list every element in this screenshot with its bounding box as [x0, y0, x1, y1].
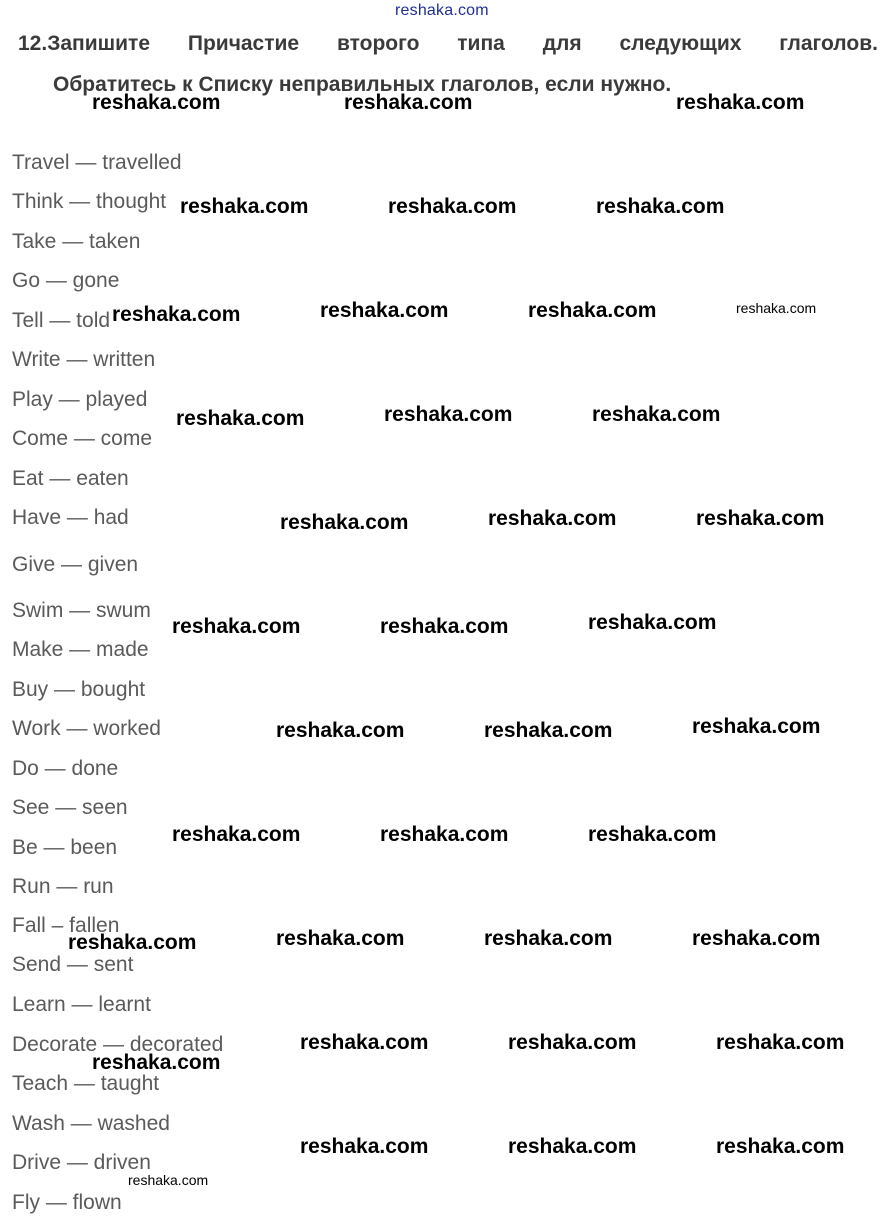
- watermark: reshaka.com: [588, 611, 717, 634]
- verb-pair: Drive — driven: [12, 1151, 151, 1174]
- verb-pair: Be — been: [12, 836, 118, 859]
- verb-pair: Send — sent: [12, 953, 134, 976]
- watermark: reshaka.com: [172, 615, 301, 638]
- verb-pair: Give — given: [12, 553, 139, 576]
- task-word: 12.Запишите: [18, 32, 150, 55]
- task-word: второго: [336, 32, 420, 55]
- watermark: reshaka.com: [508, 1031, 637, 1054]
- watermark: reshaka.com: [380, 615, 509, 638]
- verb-pair: Wash — washed: [12, 1112, 170, 1135]
- watermark: reshaka.com: [508, 1135, 637, 1158]
- watermark: reshaka.com: [596, 195, 725, 218]
- verb-pair: Learn — learnt: [12, 993, 151, 1016]
- watermark: reshaka.com: [300, 1135, 429, 1158]
- verb-pair: Teach — taught: [12, 1072, 160, 1095]
- watermark: reshaka.com: [344, 91, 473, 114]
- verb-pair: Eat — eaten: [12, 467, 129, 490]
- verb-pair: Do — done: [12, 757, 119, 780]
- verb-pair: Run — run: [12, 875, 114, 898]
- site-link[interactable]: reshaka.com: [395, 2, 489, 19]
- watermark: reshaka.com: [384, 403, 513, 426]
- watermark: reshaka.com: [112, 303, 241, 326]
- watermark: reshaka.com: [692, 715, 821, 738]
- watermark: reshaka.com: [180, 195, 309, 218]
- verb-pair: Make — made: [12, 638, 149, 661]
- watermark: reshaka.com: [128, 1172, 209, 1188]
- verb-pair: Write — written: [12, 348, 156, 371]
- task-word: для: [542, 32, 582, 55]
- task-word: типа: [457, 32, 505, 55]
- verb-pair: Decorate — decorated: [12, 1033, 224, 1056]
- verb-pair: Fly — flown: [12, 1191, 122, 1214]
- watermark: reshaka.com: [488, 507, 617, 530]
- task-instruction: Обратитесь к Списку неправильных глаголов, если нужно.: [53, 73, 672, 96]
- task-word: Причастие: [187, 32, 300, 55]
- verb-pair: Travel — travelled: [12, 151, 182, 174]
- watermark: reshaka.com: [592, 403, 721, 426]
- watermark: reshaka.com: [172, 823, 301, 846]
- watermark: reshaka.com: [380, 823, 509, 846]
- verb-pair: Buy — bought: [12, 678, 146, 701]
- verb-pair: Come — come: [12, 427, 153, 450]
- verb-pair: Go — gone: [12, 269, 120, 292]
- watermark: reshaka.com: [588, 823, 717, 846]
- watermark: reshaka.com: [736, 300, 817, 316]
- watermark: reshaka.com: [68, 931, 197, 954]
- watermark: reshaka.com: [280, 511, 409, 534]
- verb-pair: Play — played: [12, 388, 148, 411]
- task-heading: [18, 32, 878, 56]
- watermark: reshaka.com: [696, 507, 825, 530]
- verb-pair: Take — taken: [12, 230, 141, 253]
- watermark: reshaka.com: [484, 927, 613, 950]
- task-word: глаголов.: [779, 32, 878, 55]
- verb-pair: Work — worked: [12, 717, 161, 740]
- watermark: reshaka.com: [692, 927, 821, 950]
- watermark: reshaka.com: [528, 299, 657, 322]
- verb-pair: Fall – fallen: [12, 914, 120, 937]
- watermark: reshaka.com: [484, 719, 613, 742]
- watermark: reshaka.com: [716, 1135, 845, 1158]
- verb-pair: Have — had: [12, 506, 129, 529]
- watermark: reshaka.com: [388, 195, 517, 218]
- verb-pair: Think — thought: [12, 190, 167, 213]
- watermark: reshaka.com: [276, 927, 405, 950]
- watermark: reshaka.com: [92, 1051, 221, 1074]
- verb-pair: Swim — swum: [12, 599, 151, 622]
- watermark: reshaka.com: [676, 91, 805, 114]
- watermark: reshaka.com: [320, 299, 449, 322]
- verb-pair: See — seen: [12, 796, 128, 819]
- watermark: reshaka.com: [276, 719, 405, 742]
- watermark: reshaka.com: [92, 91, 221, 114]
- watermark: reshaka.com: [716, 1031, 845, 1054]
- task-word: следующих: [619, 32, 742, 55]
- verb-pair: Tell — told: [12, 309, 111, 332]
- watermark: reshaka.com: [300, 1031, 429, 1054]
- watermark: reshaka.com: [176, 407, 305, 430]
